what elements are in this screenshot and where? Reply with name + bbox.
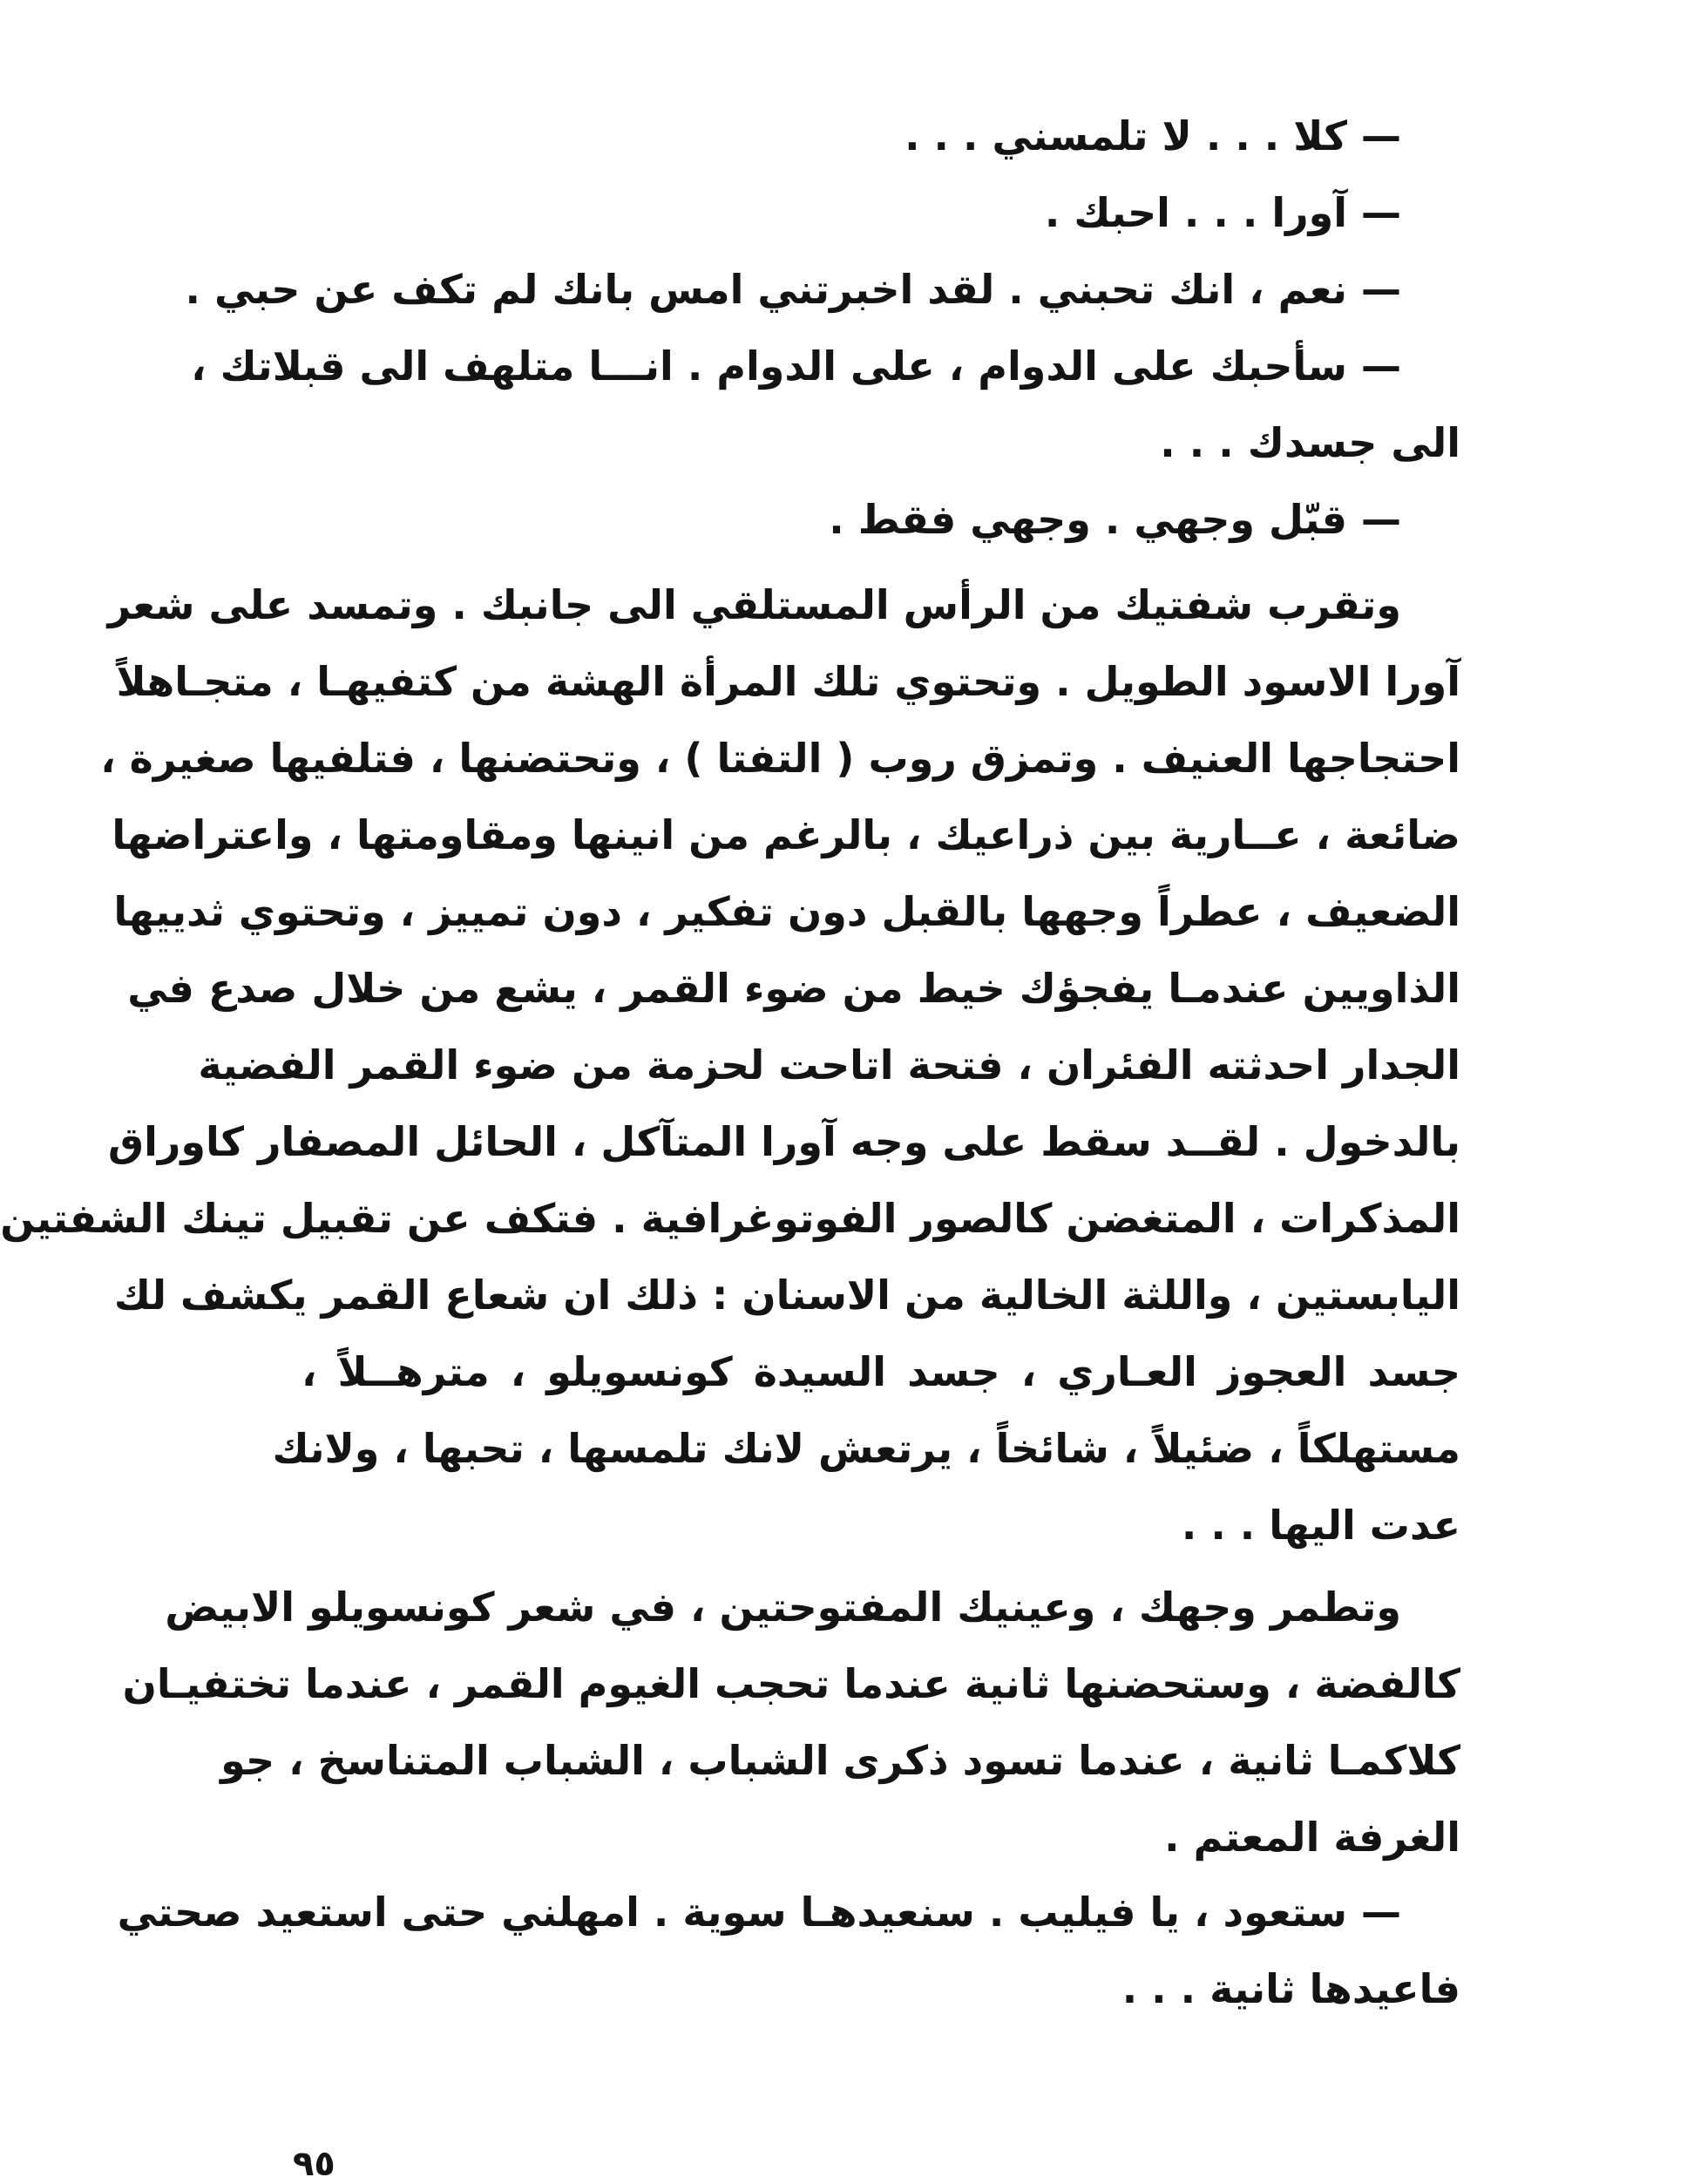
dialogue-line: الى جسدك . . . xyxy=(1160,419,1460,466)
dialogue-line: — سأحبك على الدوام ، على الدوام . انـــا متلهف الى قبلاتك ، xyxy=(191,343,1401,390)
paragraph-line: وتقرب شفتيك من الرأس المستلقي الى جانبك . وتمسد على شعر xyxy=(107,581,1401,628)
dialogue-line: — كلا . . . لا تلمسني . . . xyxy=(904,112,1401,159)
paragraph-line: المذكرات ، المتغضن كالصور الفوتوغرافية . فتكف عن تقبيل تينك الشفتين xyxy=(0,1195,1460,1242)
paragraph-line: وتطمر وجهك ، وعينيك المفتوحتين ، في شعر كونسويلو الابيض xyxy=(165,1584,1401,1631)
paragraph-line: كالفضة ، وستحضنها ثانية عندما تحجب الغيوم القمر ، عندما تختفيـان xyxy=(122,1660,1460,1707)
paragraph-line: بالدخول . لقــد سقط على وجه آورا المتآكل ، الحائل المصفار كاوراق xyxy=(108,1118,1460,1165)
page-number: ٩٥ xyxy=(293,2144,335,2184)
paragraph-line: الذاويين عندمـا يفجؤك خيط من ضوء القمر ، يشع من خلال صدع في xyxy=(127,965,1460,1012)
dialogue-line: فاعيدها ثانية . . . xyxy=(1121,1965,1460,2012)
paragraph-line: الغرفة المعتم . xyxy=(1164,1814,1460,1861)
paragraph-3 xyxy=(117,1874,1460,2027)
paragraph-line: جسد العجوز العـاري ، جسد السيدة كونسويلو ، مترهــلاً ، xyxy=(301,1348,1460,1395)
paragraph-line: اليابستين ، واللثة الخالية من الاسنان : ذلك ان شعاع القمر يكشف لك xyxy=(113,1272,1460,1319)
paragraph-2 xyxy=(122,1569,1460,1875)
paragraph-line: عدت اليها . . . xyxy=(1181,1502,1460,1549)
dialogue-line: — ستعود ، يا فيليب . سنعيدهـا سوية . امهلني حتى استعيد صحتي xyxy=(117,1889,1401,1936)
paragraph-1 xyxy=(0,566,1460,1563)
paragraph-line: الجدار احدثته الفئران ، فتحة اتاحت لحزمة من ضوء القمر الفضية xyxy=(198,1041,1460,1089)
dialogue-block xyxy=(185,98,1460,558)
paragraph-line: مستهلكاً ، ضئيلاً ، شائخاً ، يرتعش لانك تلمسها ، تحبها ، ولانك xyxy=(272,1425,1460,1472)
dialogue-line: — آورا . . . احبك . xyxy=(1044,189,1401,236)
paragraph-line: ضائعة ، عــارية بين ذراعيك ، بالرغم من انينها ومقاومتها ، واعتراضها xyxy=(112,811,1460,858)
paragraph-line: كلاكمـا ثانية ، عندما تسود ذكرى الشباب ، الشباب المتناسخ ، جو xyxy=(220,1737,1460,1784)
paragraph-line: احتجاجها العنيف . وتمزق روب ( التفتا ) ، وتحتضنها ، فتلفيها صغيرة ، xyxy=(100,735,1460,782)
dialogue-line: — نعم ، انك تحبني . لقد اخبرتني امس بانك لم تكف عن حبي . xyxy=(185,266,1401,313)
dialogue-line: — قبّل وجهي . وجهي فقط . xyxy=(829,496,1401,543)
paragraph-line: الضعيف ، عطراً وجهها بالقبل دون تفكير ، دون تمييز ، وتحتوي ثدييها xyxy=(113,888,1460,935)
paragraph-line: آورا الاسود الطويل . وتحتوي تلك المرأة الهشة من كتفيهـا ، متجـاهلاً xyxy=(116,658,1460,705)
